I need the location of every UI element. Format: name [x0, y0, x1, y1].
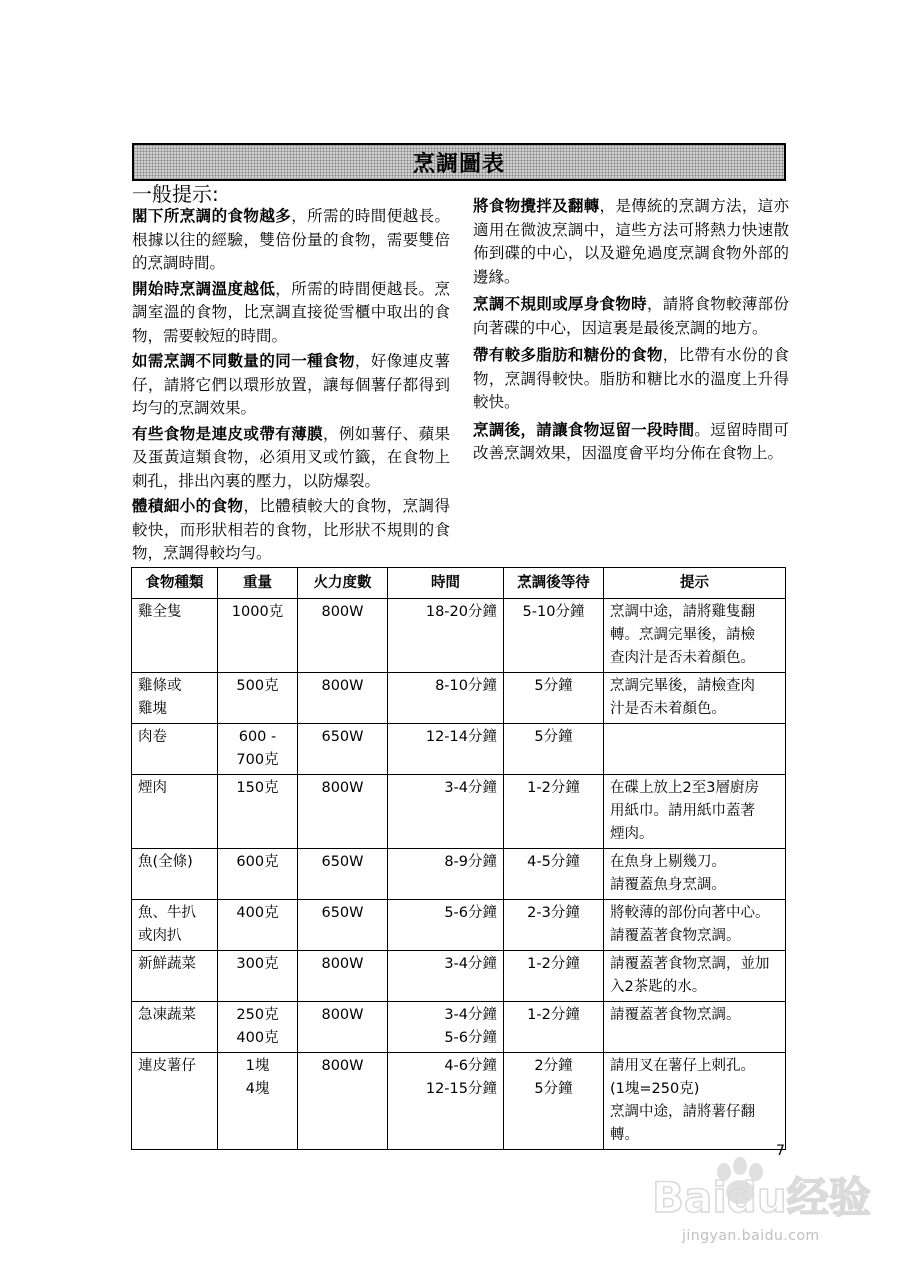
cell-line: 雞塊	[138, 701, 167, 717]
cell-line: 魚(全條)	[138, 854, 193, 870]
cell-line: 4-5分鐘	[527, 854, 580, 870]
right-tip-paragraph	[473, 419, 789, 466]
standing-time-cell	[504, 724, 604, 775]
weight-cell	[218, 951, 298, 1002]
power-cell	[298, 900, 388, 951]
cell-line: 5分鐘	[534, 729, 573, 745]
food-type-cell	[132, 849, 218, 900]
cell-line: 1000克	[231, 604, 284, 620]
weight-cell	[218, 900, 298, 951]
header-weight: 重量	[218, 568, 298, 599]
cell-line: 用紙巾。請用紙巾蓋著	[610, 803, 755, 819]
paragraph-text: ，所需的時間便越長。烹調室溫的食物，比烹調直接從雪櫃中取出的食物，需要較短的時間。	[132, 279, 450, 345]
cell-line: 1塊	[245, 1058, 270, 1074]
time-cell	[388, 1002, 504, 1053]
watermark-brand: Baidu经验	[652, 1173, 871, 1222]
cell-line: 雞條或	[138, 678, 182, 694]
paragraph-text: 。逗留時間可改善烹調效果，因溫度會平均分佈在食物上。	[473, 420, 789, 462]
food-type-cell	[132, 1053, 218, 1150]
cell-line: 8-9分鐘	[444, 854, 497, 870]
paragraph-lead: 烹調不規則或厚身食物時	[473, 295, 647, 313]
cell-line: 1-2分鐘	[527, 956, 580, 972]
cell-line: 3-4分鐘	[444, 1007, 497, 1023]
standing-time-cell	[504, 775, 604, 849]
cell-line: 600克	[236, 854, 279, 870]
power-cell	[298, 673, 388, 724]
paragraph-text: ，請將食物較薄部份向著碟的中心，因這裏是最後烹調的地方。	[473, 295, 789, 337]
cell-line: 請覆蓋著食物烹調，並加	[610, 956, 770, 972]
standing-time-cell	[504, 599, 604, 673]
paragraph-lead: 帶有較多脂肪和糖份的食物	[473, 346, 663, 364]
table-body	[132, 599, 786, 1150]
right-tip-paragraph	[473, 195, 789, 289]
table-row	[132, 775, 786, 849]
cell-line: 5分鐘	[534, 1081, 573, 1097]
cell-line: 或肉扒	[138, 928, 182, 944]
cell-line: 18-20分鐘	[425, 604, 497, 620]
watermark-logo	[648, 1150, 898, 1240]
time-cell	[388, 1053, 504, 1150]
cell-line: 請覆蓋著食物烹調。	[610, 928, 741, 944]
title-bar	[132, 143, 786, 181]
cell-line: 800W	[321, 780, 364, 796]
cell-line: 請覆蓋著食物烹調。	[610, 1007, 741, 1023]
right-tip-paragraph	[473, 344, 789, 415]
power-cell	[298, 599, 388, 673]
power-cell	[298, 849, 388, 900]
header-standing-time: 烹調後等待	[504, 568, 604, 599]
watermark-url: jingyan.baidu.com	[682, 1228, 820, 1244]
cell-line: 煙肉	[138, 780, 167, 796]
page-title: 烹調圖表	[412, 151, 505, 177]
cell-line: 雞全隻	[138, 604, 182, 620]
weight-cell	[218, 724, 298, 775]
cell-line: 5-10分鐘	[522, 604, 585, 620]
table-row	[132, 599, 786, 673]
paragraph-lead: 如需烹調不同數量的同一種食物	[132, 352, 355, 370]
cell-line: 急凍蔬菜	[138, 1007, 196, 1023]
cell-line: 4塊	[245, 1081, 270, 1097]
cell-line: 查肉汁是否未着顏色。	[610, 650, 755, 666]
tip-cell	[604, 599, 786, 673]
left-tip-paragraph	[132, 423, 450, 494]
time-cell	[388, 599, 504, 673]
cell-line: 800W	[321, 604, 364, 620]
time-cell	[388, 775, 504, 849]
weight-cell	[218, 1053, 298, 1150]
paragraph-text: ，比帶有水份的食物，烹調得較快。脂肪和糖比水的溫度上升得較快。	[473, 346, 789, 411]
paragraph-text: ，是傳統的烹調方法，這亦適用在微波烹調中，這些方法可將熱力快速散佈到碟的中心，以及避免過度烹調食物外部的邊緣。	[473, 197, 789, 286]
paragraph-text: ，所需的時間便越長。根據以往的經驗，雙倍份量的食物，需要雙倍的烹調時間。	[132, 207, 450, 272]
table-row	[132, 1053, 786, 1150]
power-cell	[298, 1053, 388, 1150]
time-cell	[388, 673, 504, 724]
left-tip-paragraph	[132, 205, 450, 276]
cell-line: 魚、牛扒	[138, 905, 196, 921]
cell-line: 500克	[236, 678, 279, 694]
power-cell	[298, 724, 388, 775]
food-type-cell	[132, 724, 218, 775]
cell-line: 轉。烹調完畢後，請檢	[610, 627, 755, 643]
standing-time-cell	[504, 900, 604, 951]
cell-line: 600 -	[238, 729, 277, 745]
section-subtitle: 一般提示:	[132, 182, 219, 206]
tips-column-right	[473, 195, 789, 470]
paragraph-text: ，好像連皮薯仔，請將它們以環形放置，讓每個薯仔都得到均勻的烹調效果。	[132, 352, 450, 417]
cell-line: 12-15分鐘	[425, 1081, 497, 1097]
left-tip-paragraph	[132, 495, 450, 566]
table-row	[132, 724, 786, 775]
standing-time-cell	[504, 951, 604, 1002]
cell-line: 汁是否未着顏色。	[610, 701, 726, 717]
tips-column-left	[132, 205, 450, 568]
time-cell	[388, 849, 504, 900]
standing-time-cell	[504, 849, 604, 900]
cell-line: 300克	[236, 956, 279, 972]
weight-cell	[218, 849, 298, 900]
food-type-cell	[132, 673, 218, 724]
cell-line: 650W	[321, 729, 364, 745]
paragraph-text: ，比體積較大的食物，烹調得較快，而形狀相若的食物，比形狀不規則的食物，烹調得較均勻。	[132, 497, 450, 562]
cell-line: 將較薄的部份向著中心。	[610, 905, 770, 921]
cell-line: 請覆蓋魚身烹調。	[610, 877, 726, 893]
food-type-cell	[132, 599, 218, 673]
header-tips: 提示	[604, 568, 786, 599]
cell-line: 連皮薯仔	[138, 1058, 196, 1074]
standing-time-cell	[504, 1053, 604, 1150]
table-row	[132, 1002, 786, 1053]
cell-line: 1-2分鐘	[527, 1007, 580, 1023]
paragraph-lead: 開始時烹調溫度越低	[132, 279, 276, 298]
cell-line: 在魚身上剔幾刀。	[610, 854, 726, 870]
cell-line: 烹調中途，請將薯仔翻	[610, 1104, 755, 1120]
cell-line: 在碟上放上2至3層廚房	[610, 780, 759, 796]
time-cell	[388, 724, 504, 775]
cell-line: 5-6分鐘	[444, 905, 497, 921]
cell-line: 肉卷	[138, 729, 167, 745]
table-row	[132, 673, 786, 724]
cell-line: 請用叉在薯仔上刺孔。	[610, 1058, 755, 1074]
cell-line: 650W	[321, 854, 364, 870]
paragraph-lead: 將食物攪拌及翻轉	[473, 197, 600, 215]
cell-line: 烹調完畢後，請檢查肉	[610, 678, 755, 694]
cell-line: 煙肉。	[610, 826, 654, 842]
page-number: 7	[776, 1143, 785, 1159]
standing-time-cell	[504, 673, 604, 724]
paragraph-lead: 有些食物是連皮或帶有薄膜	[132, 424, 324, 443]
cell-line: 800W	[321, 956, 364, 972]
left-tip-paragraph	[132, 278, 450, 349]
tip-cell	[604, 673, 786, 724]
table-row	[132, 900, 786, 951]
cell-line: 400克	[236, 905, 279, 921]
cell-line: 5分鐘	[534, 678, 573, 694]
cell-line: 5-6分鐘	[444, 1030, 497, 1046]
cell-line: 2分鐘	[534, 1058, 573, 1074]
cell-line: 3-4分鐘	[444, 956, 497, 972]
tip-cell	[604, 724, 786, 775]
weight-cell	[218, 599, 298, 673]
header-power: 火力度數	[298, 568, 388, 599]
weight-cell	[218, 673, 298, 724]
cell-line: 新鮮蔬菜	[138, 956, 196, 972]
cell-line: 650W	[321, 905, 364, 921]
time-cell	[388, 951, 504, 1002]
cell-line: (1塊=250克)	[610, 1081, 700, 1097]
cell-line: 4-6分鐘	[444, 1058, 497, 1074]
food-type-cell	[132, 1002, 218, 1053]
tip-cell	[604, 900, 786, 951]
table-header-row	[132, 568, 786, 599]
cell-line: 12-14分鐘	[425, 729, 497, 745]
weight-cell	[218, 775, 298, 849]
power-cell	[298, 951, 388, 1002]
tip-cell	[604, 775, 786, 849]
power-cell	[298, 775, 388, 849]
time-cell	[388, 900, 504, 951]
paragraph-lead: 體積細小的食物	[132, 497, 244, 515]
cell-line: 800W	[321, 678, 364, 694]
cell-line: 800W	[321, 1007, 364, 1023]
right-tip-paragraph	[473, 293, 789, 340]
cell-line: 轉。	[610, 1127, 639, 1143]
tip-cell	[604, 1002, 786, 1053]
cell-line: 3-4分鐘	[444, 780, 497, 796]
cell-line: 250克	[236, 1007, 279, 1023]
paragraph-lead: 閣下所烹調的食物越多	[132, 207, 292, 225]
paragraph-lead: 烹調後，請讓食物逗留一段時間	[473, 420, 695, 439]
tip-cell	[604, 849, 786, 900]
food-type-cell	[132, 775, 218, 849]
cell-line: 400克	[236, 1030, 279, 1046]
power-cell	[298, 1002, 388, 1053]
cell-line: 700克	[236, 752, 279, 768]
header-food-type: 食物種類	[132, 568, 218, 599]
cell-line: 2-3分鐘	[527, 905, 580, 921]
cell-line: 150克	[236, 780, 279, 796]
cell-line: 烹調中途，請將雞隻翻	[610, 604, 755, 620]
header-time: 時間	[388, 568, 504, 599]
cell-line: 800W	[321, 1058, 364, 1074]
weight-cell	[218, 1002, 298, 1053]
cell-line: 8-10分鐘	[435, 678, 497, 694]
table-row	[132, 951, 786, 1002]
cooking-chart-table	[131, 567, 786, 1150]
cell-line: 入2茶匙的水。	[610, 979, 707, 995]
standing-time-cell	[504, 1002, 604, 1053]
food-type-cell	[132, 951, 218, 1002]
left-tip-paragraph	[132, 350, 450, 421]
table-row	[132, 849, 786, 900]
food-type-cell	[132, 900, 218, 951]
tip-cell	[604, 951, 786, 1002]
tip-cell	[604, 1053, 786, 1150]
paragraph-text: ，例如薯仔、蘋果及蛋黃這類食物，必須用叉或竹籤，在食物上刺孔，排出內裏的壓力，以防爆裂。	[132, 424, 450, 490]
cell-line: 1-2分鐘	[527, 780, 580, 796]
